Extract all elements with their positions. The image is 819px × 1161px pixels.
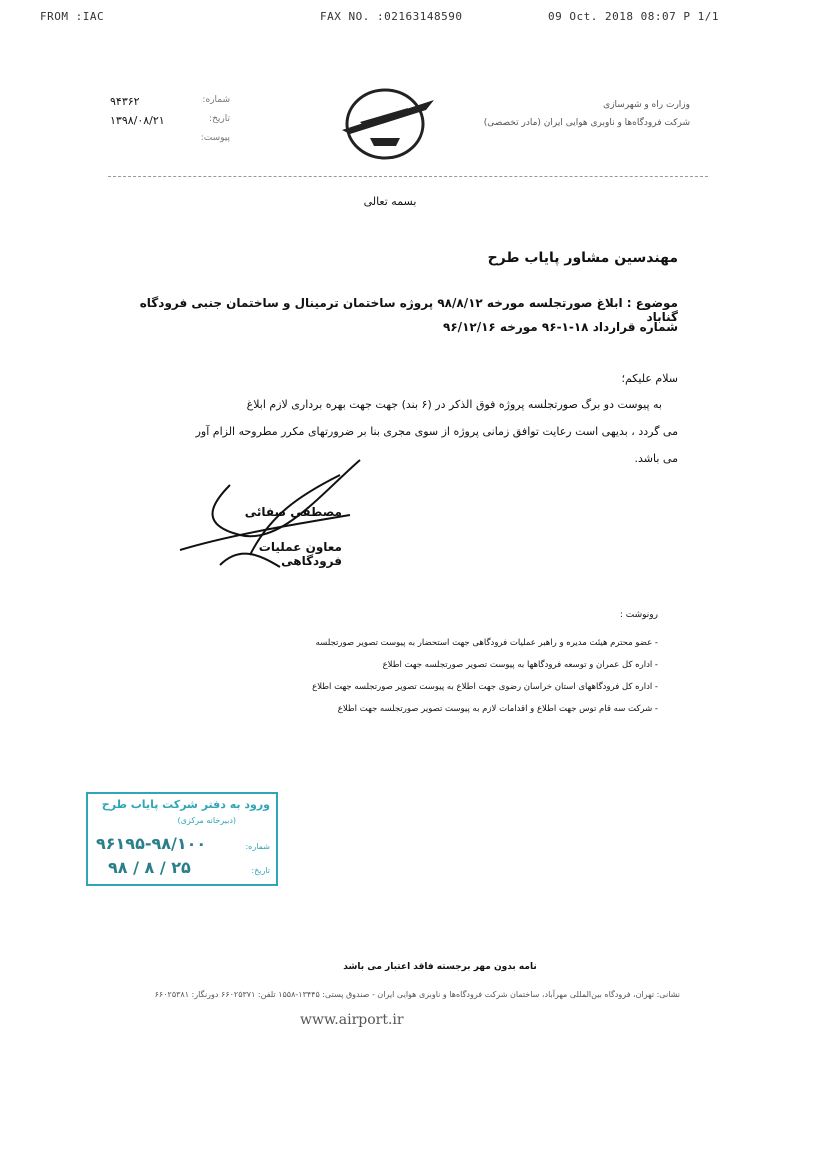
fax-from: FROM :IAC [40, 10, 105, 23]
org-line-2: شرکت فرودگاه‌ها و ناوبری هوایی ایران (مادر تخصصی) [483, 118, 690, 128]
subject-line-2: شماره قرارداد ۱۸-۱-۹۶ مورخه ۹۶/۱۲/۱۶ [443, 320, 678, 334]
footer-address: نشانی: تهران، فرودگاه بین‌المللی مهرآباد، ساختمان شرکت فرودگاه‌ها و ناوبری هوایی ایران - صندوق پستی: ۱۳۴۴۵-۱۵۵۸ تلفن: ۶۶۰۲۵۳۷۱ دورنگار: ۶۶۰۲۵۳۸۱ [154, 990, 680, 999]
cc-list [250, 632, 658, 720]
signer-title: معاون عملیات فرودگاهی [258, 540, 342, 568]
stamp-number-row [96, 834, 270, 853]
stamp-number-value: ۹۶۱۹۵-۹۸/۱۰۰ [96, 834, 207, 853]
footer-website: www.airport.ir [300, 1012, 404, 1028]
cc-item: - اداره کل فرودگاههای استان خراسان رضوی جهت اطلاع به پیوست تصویر صورتجلسه جهت اطلاع [312, 682, 658, 692]
cc-item: - اداره کل عمران و توسعه فرودگاهها به پیوست تصویر صورتجلسه جهت اطلاع [382, 660, 658, 670]
attachment-row [110, 133, 230, 143]
number-row [110, 95, 230, 108]
org-name [480, 100, 690, 128]
number-value: ۹۴۳۶۲ [110, 95, 140, 108]
header-divider [108, 176, 708, 177]
recipient: مهندسین مشاور پایاب طرح [487, 250, 678, 266]
body-line-3: می باشد. [634, 452, 678, 465]
body-line-2: می گردد ، بدیهی است رعایت توافق زمانی پروژه از سوی مجری بنا بر ضرورتهای مکرر مطروحه الزام آور [195, 425, 678, 438]
date-row [110, 114, 230, 127]
signer-name: مصطفی صفائی [244, 505, 342, 519]
cc-heading: رونوشت : [619, 610, 658, 620]
stamp-title: ورود به دفتر شرکت پایاب طرح [101, 798, 270, 811]
stamp-date-label: تاریخ: [251, 866, 270, 875]
footer-notice: نامه بدون مهر برجسته فاقد اعتبار می باشد [343, 962, 537, 972]
number-label: شماره: [202, 95, 230, 105]
salutation-top: بسمه تعالی [363, 195, 417, 208]
cc-item: - عضو محترم هیئت مدیره و راهبر عملیات فرودگاهی جهت استحضار به پیوست تصویر صورتجلسه [315, 638, 658, 648]
greeting: سلام علیکم؛ [621, 372, 678, 385]
letter-meta [110, 95, 230, 143]
airport-company-logo-icon [330, 86, 440, 162]
stamp-number-label: شماره: [245, 842, 270, 851]
stamp-subtitle: (دبیرخانه مرکزی) [177, 816, 236, 825]
org-line-1: وزارت راه و شهرسازی [603, 100, 690, 110]
fax-number: FAX NO. :02163148590 [320, 10, 463, 23]
body-line-1: به پیوست دو برگ صورتجلسه پروژه فوق الذکر در (۶ بند) جهت جهت بهره برداری لازم ابلاغ [246, 398, 662, 411]
subject-line-1: موضوع : ابلاغ صورتجلسه مورخه ۹۸/۸/۱۲ پروژه ساختمان ترمینال و ساختمان جنبی فرودگاه گناباد [139, 296, 678, 324]
date-label: تاریخ: [209, 114, 230, 124]
date-value: ۱۳۹۸/۰۸/۲۱ [110, 114, 165, 127]
stamp-date-row [108, 858, 270, 877]
stamp-date-value: ۹۸ / ۸ / ۲۵ [108, 858, 191, 877]
attachment-label: پیوست: [200, 133, 230, 143]
receipt-stamp [86, 792, 278, 886]
cc-item: - شرکت سه قام توس جهت اطلاع و اقدامات لازم به پیوست تصویر صورتجلسه جهت اطلاع [337, 704, 658, 714]
fax-datetime: 09 Oct. 2018 08:07 P 1/1 [548, 10, 719, 23]
